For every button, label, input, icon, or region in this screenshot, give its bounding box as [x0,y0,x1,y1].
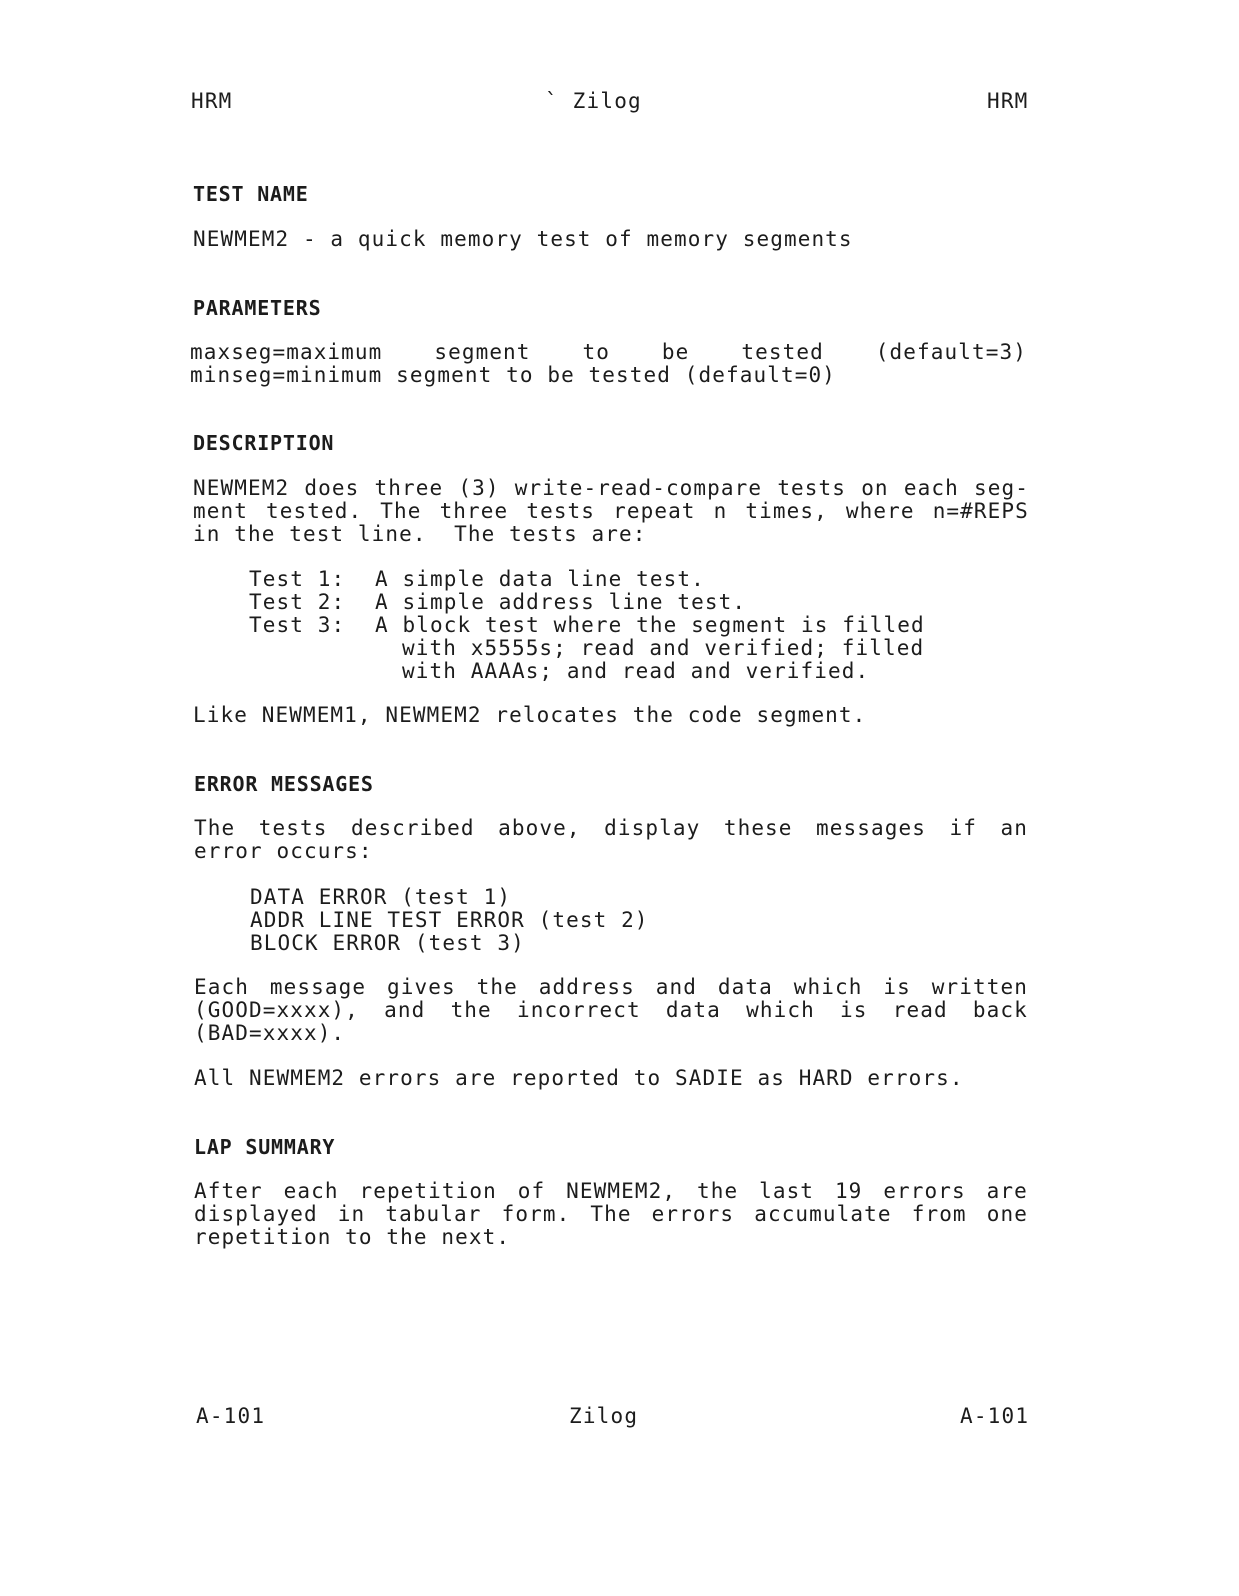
word: incorrect [517,998,641,1022]
footer-left: A-101 [196,1404,266,1428]
parameters-block [190,341,1027,387]
list-item: BLOCK ERROR (test 3) [250,931,525,955]
error-closing [194,1067,1030,1090]
list-item [249,591,949,614]
parameters-line-1 [190,341,1027,364]
word: (GOOD=xxxx), [194,998,359,1022]
error-explanation-line-2 [194,999,1028,1022]
error-message-list [250,886,850,955]
description-closing [193,704,1029,727]
word: on [861,476,889,500]
word: above, [498,816,581,840]
word: gives [386,975,456,999]
heading-error-messages: ERROR MESSAGES [194,772,374,796]
word: messages [816,816,926,840]
heading-lap-summary: LAP SUMMARY [194,1135,336,1159]
word: each [283,1179,339,1203]
header-right: HRM [987,89,1029,113]
word: errors [651,1202,735,1226]
word: read [892,998,948,1022]
error-explanation-line-1 [194,976,1028,999]
lap-summary-line-1 [194,1180,1028,1203]
list-item: DATA ERROR (test 1) [250,885,512,909]
word: tests [258,816,328,840]
word: Each [194,975,249,999]
word: After [194,1179,263,1203]
error-intro-line-1 [194,817,1028,840]
word: are [986,1179,1028,1203]
list-item [249,614,949,637]
word: is [840,998,868,1022]
word: NEWMEM2, [566,1179,677,1203]
word: NEWMEM2 [193,476,290,500]
word: from [911,1202,967,1226]
word: times, [745,499,828,523]
word: and [384,998,426,1022]
error-closing-line: All NEWMEM2 errors are reported to SADIE as HARD errors. [194,1066,964,1090]
parameters-line-2: minseg=minimum segment to be tested (default=0) [190,363,836,387]
description-line-1 [193,477,1029,500]
test-description: A block test where the segment is filled [375,613,925,637]
word: segment [434,340,531,364]
test-name-text [193,228,1029,251]
word: to [582,340,610,364]
word: tests [777,476,847,500]
word: three [374,476,444,500]
lap-summary-line-2 [194,1203,1028,1226]
word: each [903,476,959,500]
test-description-continued: with AAAAs; and read and verified. [402,659,870,683]
word: errors [883,1179,966,1203]
error-intro [194,817,1028,863]
word: repetition [359,1179,497,1203]
description-line-3: in the test line. The tests are: [193,522,647,546]
footer-right: A-101 [960,1404,1030,1428]
word: repeat [613,499,696,523]
word: seg- [973,476,1029,500]
heading-test-name: TEST NAME [193,182,309,206]
word: tests [526,499,596,523]
word: if [949,816,977,840]
header-left: HRM [191,89,233,113]
word: described [350,816,475,840]
word: form. [501,1202,571,1226]
word: back [972,998,1028,1022]
word: The [380,499,422,523]
word: data [665,998,721,1022]
word: which [793,975,863,999]
word: is [883,975,911,999]
test-description: A simple address line test. [375,590,747,614]
word: message [269,975,367,999]
footer-center: Zilog [569,1404,639,1428]
word: data [717,975,773,999]
word: last [759,1179,815,1203]
description-closing-line: Like NEWMEM1, NEWMEM2 relocates the code segment. [193,703,867,727]
word: accumulate [754,1202,892,1226]
word: 19 [834,1179,863,1203]
test-name-line: NEWMEM2 - a quick memory test of memory segments [193,227,853,251]
word: The [590,1202,632,1226]
word: and [655,975,698,999]
word: of [517,1179,546,1203]
word: n [713,499,728,523]
lap-summary-line-3: repetition to the next. [194,1225,511,1249]
word: (default=3) [875,340,1027,364]
error-intro-line-2: error occurs: [194,839,373,863]
heading-parameters: PARAMETERS [193,296,322,320]
word: tabular [385,1202,482,1226]
word: which [746,998,815,1022]
word: the [476,975,518,999]
word: maxseg=maximum [190,340,383,364]
word: displayed [194,1202,318,1226]
word: the [696,1179,739,1203]
heading-description: DESCRIPTION [193,431,335,455]
description-block [193,477,1029,546]
word: three [439,499,509,523]
word: where [845,499,915,523]
list-item: ADDR LINE TEST ERROR (test 2) [250,908,649,932]
word: display [604,816,701,840]
test-label: Test 3: [249,613,346,637]
test-list [249,568,949,683]
error-explanation-line-3: (BAD=xxxx). [194,1021,346,1045]
list-item [249,568,949,591]
word: tested [741,340,824,364]
word: (3) [458,476,500,500]
word: be [661,340,690,364]
word: address [538,975,635,999]
word: written [931,975,1028,999]
test-description-continued: with x5555s; read and verified; filled [402,636,925,660]
word: in [337,1202,366,1226]
word: The [194,816,236,840]
word: one [986,1202,1028,1226]
word: these [723,816,793,840]
test-label: Test 2: [249,590,346,614]
test-description: A simple data line test. [375,567,705,591]
lap-summary-block [194,1180,1028,1249]
word: tested. [266,499,363,523]
word: ment [193,499,248,523]
error-explanation [194,976,1028,1045]
header-center: ` Zilog [545,89,642,113]
word: write-read-compare [514,476,763,500]
test-label: Test 1: [249,567,346,591]
description-line-2 [193,500,1029,523]
word: n=#REPS [932,499,1029,523]
word: the [450,998,492,1022]
word: an [1000,816,1028,840]
word: does [304,476,360,500]
